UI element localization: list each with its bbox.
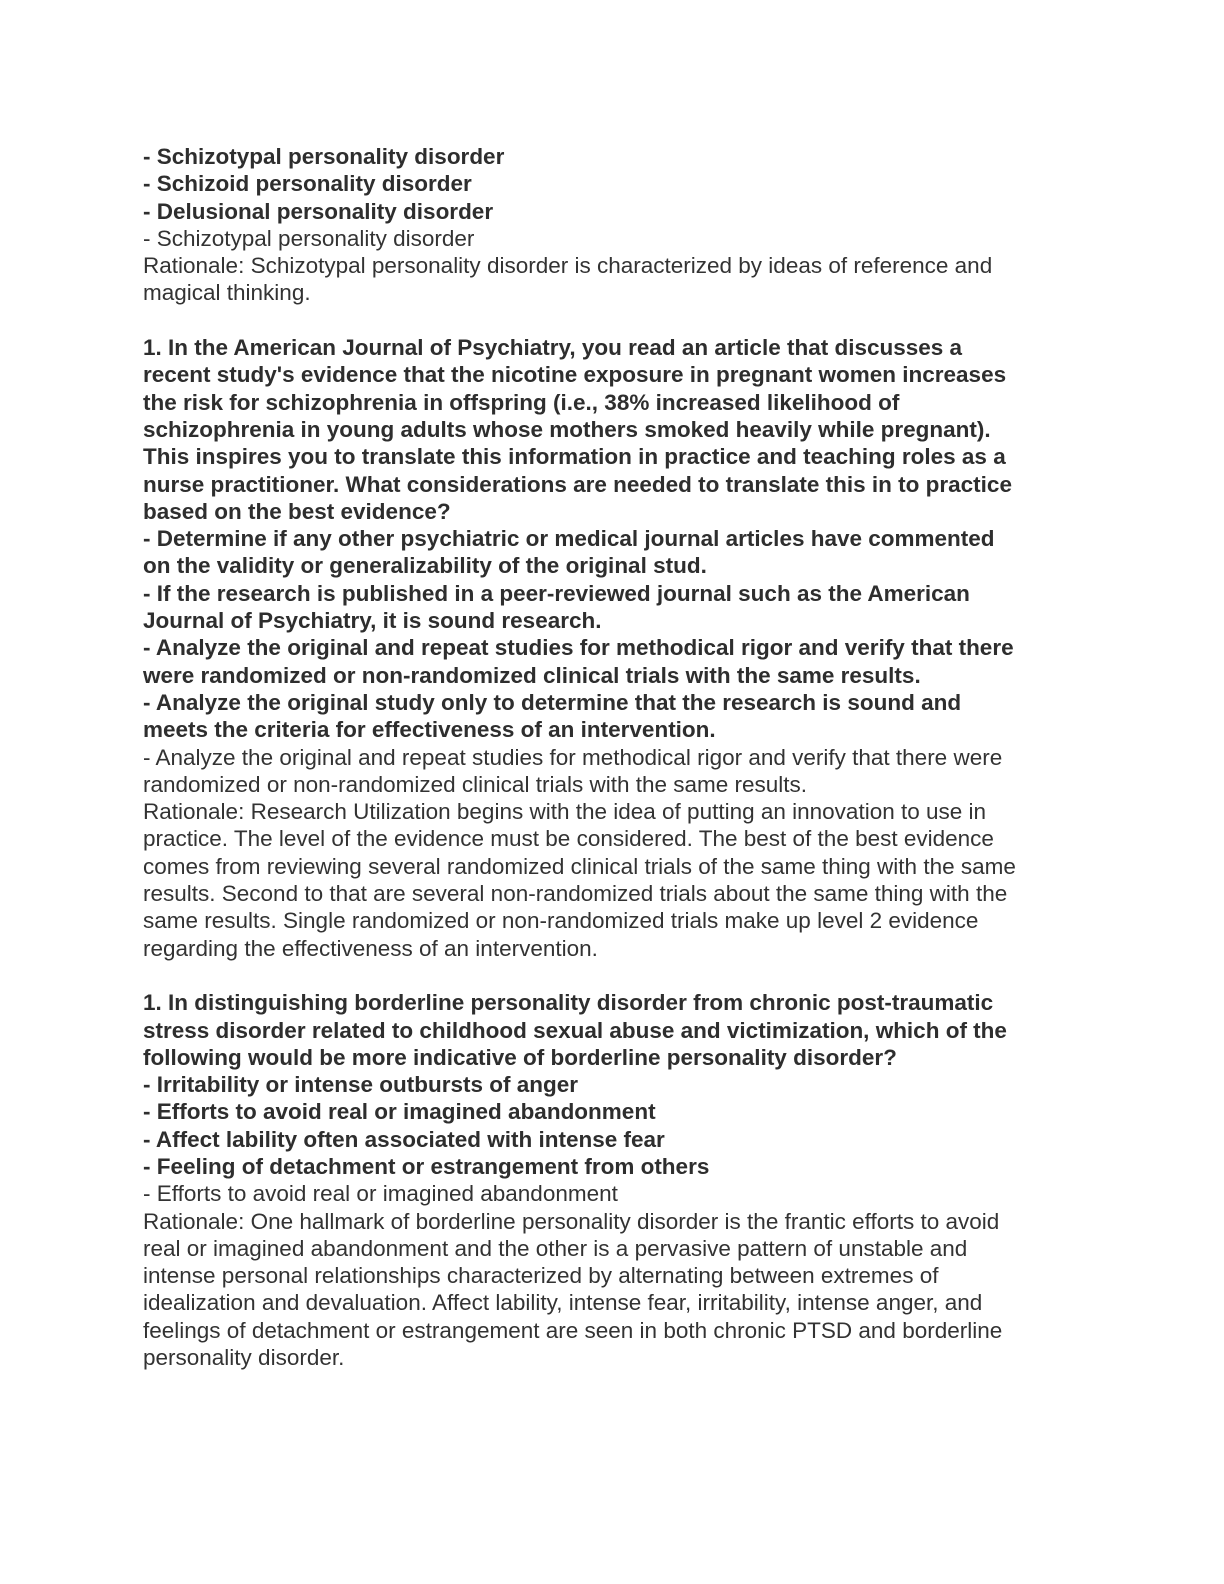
rationale-line: real or imagined abandonment and the other is a pervasive pattern of unstable and: [143, 1235, 968, 1261]
rationale-line: intense personal relationships characterized by alternating between extremes of: [143, 1263, 939, 1289]
correct-answer: - Schizotypal personality disorder: [143, 225, 475, 251]
correct-answer: randomized or non-randomized clinical trials with the same results.: [143, 771, 808, 797]
correct-answer: - Efforts to avoid real or imagined abandonment: [143, 1181, 618, 1207]
rationale-line: Rationale: One hallmark of borderline personality disorder is the frantic efforts to avoid: [143, 1208, 1000, 1234]
rationale-line: magical thinking.: [143, 280, 311, 306]
rationale-line: practice. The level of the evidence must be considered. The best of the best evidence: [143, 826, 994, 852]
rationale-line: results. Second to that are several non-randomized trials about the same thing with the: [143, 881, 1008, 907]
answer-option: - Feeling of detachment or estrangement from others: [143, 1153, 710, 1179]
question-line: the risk for schizophrenia in offspring (i.e., 38% increased likelihood of: [143, 389, 900, 415]
question-line: 1. In the American Journal of Psychiatry, you read an article that discusses a: [143, 335, 963, 361]
answer-option: - If the research is published in a peer-reviewed journal such as the American: [143, 580, 970, 606]
answer-option: - Affect lability often associated with intense fear: [143, 1126, 665, 1152]
question-line: following would be more indicative of borderline personality disorder?: [143, 1044, 897, 1070]
question-line: stress disorder related to childhood sexual abuse and victimization, which of the: [143, 1017, 1007, 1043]
question-line: 1. In distinguishing borderline personality disorder from chronic post-traumatic: [143, 990, 994, 1016]
answer-option: - Efforts to avoid real or imagined abandonment: [143, 1099, 656, 1125]
question-line: recent study's evidence that the nicotine exposure in pregnant women increases: [143, 362, 1007, 388]
question-line: based on the best evidence?: [143, 498, 451, 524]
answer-option: meets the criteria for effectiveness of an intervention.: [143, 717, 716, 743]
correct-answer: - Analyze the original and repeat studies for methodical rigor and verify that there were: [143, 744, 1003, 770]
question-line: nurse practitioner. What considerations are needed to translate this in to practice: [143, 471, 1012, 497]
rationale-line: feelings of detachment or estrangement are seen in both chronic PTSD and borderline: [143, 1317, 1003, 1343]
answer-option: on the validity or generalizability of the original stud.: [143, 553, 707, 579]
rationale-line: Rationale: Research Utilization begins with the idea of putting an innovation to use in: [143, 799, 987, 825]
rationale-line: comes from reviewing several randomized clinical trials of the same thing with the same: [143, 853, 1016, 879]
document-page: [143, 143, 1083, 1371]
question-block-3: [143, 989, 1083, 1371]
question-line: schizophrenia in young adults whose mothers smoked heavily while pregnant).: [143, 416, 991, 442]
answer-option: - Analyze the original study only to determine that the research is sound and: [143, 689, 962, 715]
answer-option: Journal of Psychiatry, it is sound research.: [143, 608, 602, 634]
question-block-2: [143, 334, 1083, 962]
question-block-1: [143, 143, 1083, 307]
rationale-line: personality disorder.: [143, 1345, 345, 1371]
rationale-line: same results. Single randomized or non-randomized trials make up level 2 evidence: [143, 908, 979, 934]
answer-option: - Analyze the original and repeat studies for methodical rigor and verify that there: [143, 635, 1014, 661]
rationale-line: Rationale: Schizotypal personality disorder is characterized by ideas of reference and: [143, 253, 993, 279]
answer-option: - Delusional personality disorder: [143, 198, 494, 224]
answer-option: - Schizotypal personality disorder: [143, 144, 505, 169]
question-line: This inspires you to translate this information in practice and teaching roles as a: [143, 444, 1006, 470]
answer-option: - Schizoid personality disorder: [143, 171, 472, 197]
answer-option: - Determine if any other psychiatric or medical journal articles have commented: [143, 526, 995, 552]
spacer: [143, 307, 1083, 334]
answer-option: - Irritability or intense outbursts of anger: [143, 1072, 579, 1098]
rationale-line: idealization and devaluation. Affect lability, intense fear, irritability, intense anger, and: [143, 1290, 983, 1316]
spacer: [143, 962, 1083, 989]
answer-option: were randomized or non-randomized clinical trials with the same results.: [143, 662, 921, 688]
rationale-line: regarding the effectiveness of an intervention.: [143, 935, 598, 961]
